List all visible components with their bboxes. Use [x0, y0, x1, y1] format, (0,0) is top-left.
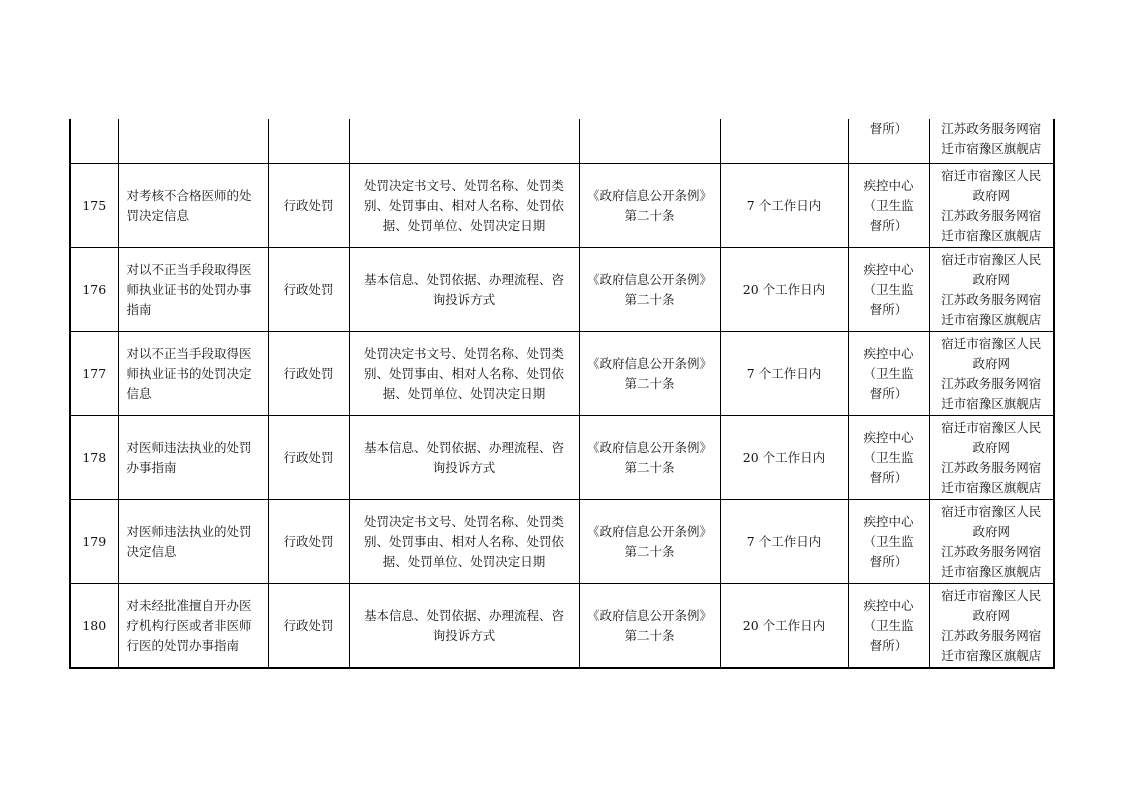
- cell-channel-text: 宿迁市宿豫区人民 政府网 江苏政务服务网宿 迁市宿豫区旗舰店: [941, 335, 1042, 411]
- cell-channel: [929, 248, 1054, 332]
- cell-time: 20 个工作日内: [720, 584, 848, 669]
- cell-channel-text: 宿迁市宿豫区人民 政府网 江苏政务服务网宿 迁市宿豫区旗舰店: [941, 503, 1042, 579]
- cell-basis-text: 《政府信息公开条例》 第二十条: [586, 271, 712, 307]
- cell-dept-text: 督所）: [869, 121, 908, 136]
- cell-basis: [579, 416, 720, 500]
- cell-time: 20 个工作日内: [720, 416, 848, 500]
- cell-channel: [929, 500, 1054, 584]
- cell-channel-text: 宿迁市宿豫区人民 政府网 江苏政务服务网宿 迁市宿豫区旗舰店: [941, 587, 1042, 663]
- cell-dept: [848, 416, 929, 500]
- cell-dept-text: 疾控中心 （卫生监 督所）: [863, 429, 914, 485]
- cell-num: 179: [70, 500, 118, 584]
- cell-channel: [929, 416, 1054, 500]
- cell-time: 20 个工作日内: [720, 248, 848, 332]
- cell-item-text: 对医师违法执业的处罚 决定信息: [126, 523, 252, 559]
- cell-item-text: 对未经批准擅自开办医 疗机构行医或者非医师 行医的处罚办事指南: [126, 597, 252, 653]
- cell-item: [118, 500, 268, 584]
- cell-channel-text: 宿迁市宿豫区人民 政府网 江苏政务服务网宿 迁市宿豫区旗舰店: [941, 167, 1042, 243]
- cell-item: [118, 332, 268, 416]
- cell-time: 7 个工作日内: [720, 164, 848, 248]
- cell-time: 7 个工作日内: [720, 332, 848, 416]
- cell-type: 行政处罚: [268, 248, 349, 332]
- cell-basis: [579, 164, 720, 248]
- cell-content-text: 基本信息、处罚依据、办理流程、咨 询投诉方式: [363, 271, 564, 307]
- cell-item-text: 对考核不合格医师的处 罚决定信息: [126, 187, 252, 223]
- cell-item-text: 对以不正当手段取得医 师执业证书的处罚办事 指南: [126, 261, 252, 317]
- cell-item-text: 对以不正当手段取得医 师执业证书的处罚决定 信息: [126, 345, 252, 401]
- cell-content: [349, 164, 579, 248]
- cell-num: 175: [70, 164, 118, 248]
- cell-content: [349, 332, 579, 416]
- cell-type: 行政处罚: [268, 500, 349, 584]
- cell-channel-text: 宿迁市宿豫区人民 政府网 江苏政务服务网宿 迁市宿豫区旗舰店: [941, 251, 1042, 327]
- table-row: [70, 164, 1054, 248]
- cell-num: 180: [70, 584, 118, 669]
- cell-item: [118, 164, 268, 248]
- cell-content-text: 处罚决定书文号、处罚名称、处罚类 别、处罚事由、相对人名称、处罚依 据、处罚单位、处罚决定日期: [363, 513, 564, 569]
- cell-channel: [929, 584, 1054, 669]
- cell-content: [349, 584, 579, 669]
- cell-dept-text: 疾控中心 （卫生监 督所）: [863, 177, 914, 233]
- table-row: [70, 584, 1054, 669]
- cell-dept: [848, 248, 929, 332]
- cell-basis-text: 《政府信息公开条例》 第二十条: [586, 607, 712, 643]
- cell-content-text: 处罚决定书文号、处罚名称、处罚类 别、处罚事由、相对人名称、处罚依 据、处罚单位、处罚决定日期: [363, 345, 564, 401]
- cell-type: [268, 119, 349, 164]
- cell-basis: [579, 500, 720, 584]
- table-row: [70, 416, 1054, 500]
- cell-channel: [929, 332, 1054, 416]
- cell-basis: [579, 248, 720, 332]
- cell-type: 行政处罚: [268, 332, 349, 416]
- cell-num: 176: [70, 248, 118, 332]
- cell-num: [70, 119, 118, 164]
- cell-content-text: 基本信息、处罚依据、办理流程、咨 询投诉方式: [363, 439, 564, 475]
- table-row-continuation: [70, 119, 1054, 164]
- cell-item: [118, 248, 268, 332]
- cell-item: [118, 119, 268, 164]
- cell-type: 行政处罚: [268, 416, 349, 500]
- cell-basis: [579, 584, 720, 669]
- cell-basis-text: 《政府信息公开条例》 第二十条: [586, 187, 712, 223]
- cell-dept: [848, 332, 929, 416]
- cell-dept-text: 疾控中心 （卫生监 督所）: [863, 513, 914, 569]
- cell-type: 行政处罚: [268, 164, 349, 248]
- cell-content: [349, 119, 579, 164]
- cell-item: [118, 416, 268, 500]
- cell-type: 行政处罚: [268, 584, 349, 669]
- cell-channel: [929, 119, 1054, 164]
- cell-dept: [848, 164, 929, 248]
- cell-dept-text: 疾控中心 （卫生监 督所）: [863, 261, 914, 317]
- table-row: [70, 500, 1054, 584]
- cell-channel-text: 宿迁市宿豫区人民 政府网 江苏政务服务网宿 迁市宿豫区旗舰店: [941, 419, 1042, 495]
- cell-channel-text: 江苏政务服务网宿 迁市宿豫区旗舰店: [941, 121, 1042, 156]
- cell-content: [349, 416, 579, 500]
- cell-content: [349, 500, 579, 584]
- cell-item: [118, 584, 268, 669]
- cell-dept: [848, 584, 929, 669]
- cell-basis: [579, 119, 720, 164]
- cell-content-text: 基本信息、处罚依据、办理流程、咨 询投诉方式: [363, 607, 564, 643]
- cell-basis-text: 《政府信息公开条例》 第二十条: [586, 523, 712, 559]
- cell-dept: [848, 119, 929, 164]
- cell-dept: [848, 500, 929, 584]
- cell-num: 178: [70, 416, 118, 500]
- cell-content: [349, 248, 579, 332]
- cell-dept-text: 疾控中心 （卫生监 督所）: [863, 597, 914, 653]
- table-row: [70, 332, 1054, 416]
- cell-time: [720, 119, 848, 164]
- cell-basis-text: 《政府信息公开条例》 第二十条: [586, 355, 712, 391]
- cell-dept-text: 疾控中心 （卫生监 督所）: [863, 345, 914, 401]
- cell-time: 7 个工作日内: [720, 500, 848, 584]
- cell-content-text: 处罚决定书文号、处罚名称、处罚类 别、处罚事由、相对人名称、处罚依 据、处罚单位、处罚决定日期: [363, 177, 564, 233]
- disclosure-table: [69, 119, 1055, 669]
- table-row: [70, 248, 1054, 332]
- cell-basis: [579, 332, 720, 416]
- cell-channel: [929, 164, 1054, 248]
- cell-basis-text: 《政府信息公开条例》 第二十条: [586, 439, 712, 475]
- cell-item-text: 对医师违法执业的处罚 办事指南: [126, 439, 252, 475]
- cell-num: 177: [70, 332, 118, 416]
